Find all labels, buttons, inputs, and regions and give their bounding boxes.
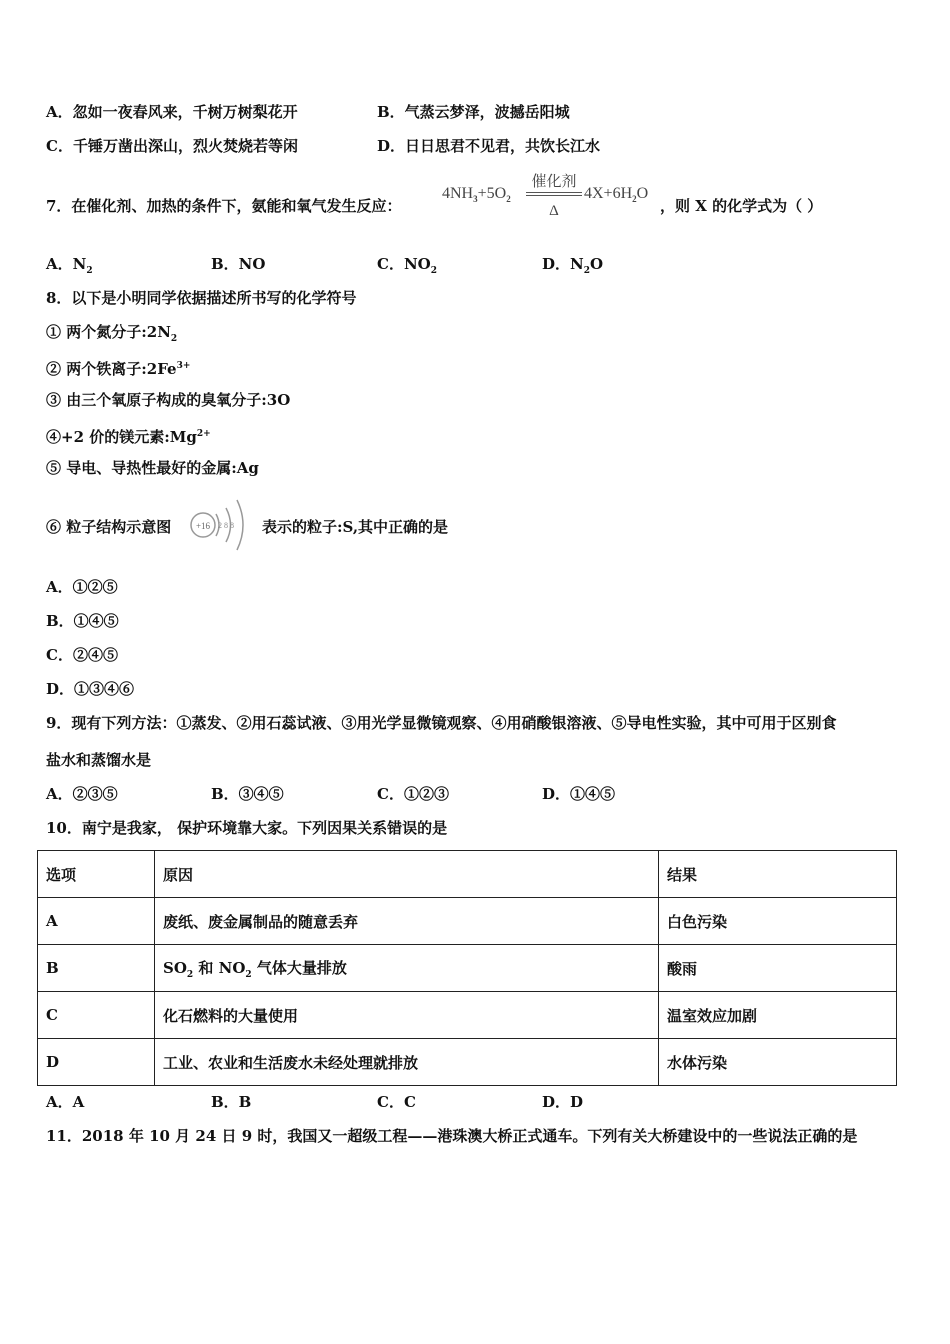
table-cell-option: D bbox=[38, 1039, 155, 1086]
atom-nucleus-label: +16 bbox=[195, 521, 211, 531]
q10-stem: 10．南宁是我家， 保护环境靠大家。下列因果关系错误的是 bbox=[46, 819, 448, 837]
q6-option-c: C．千锤万凿出深山，烈火焚烧若等闲 bbox=[46, 137, 298, 155]
q8-option-d: D．①③④⑥ bbox=[46, 680, 135, 698]
atom-structure-diagram bbox=[186, 492, 256, 558]
table-cell-cause: 化石燃料的大量使用 bbox=[155, 992, 659, 1039]
atom-shell-3 bbox=[237, 500, 243, 550]
table-row bbox=[38, 898, 897, 945]
q8-item-4: ④+2 价的镁元素$:Mg^{2+}$ bbox=[46, 428, 211, 446]
table-cell-cause: 废纸、废金属制品的随意丢弃 bbox=[155, 898, 659, 945]
table-header-cell: 原因 bbox=[155, 851, 659, 898]
table-row bbox=[38, 1039, 897, 1086]
q8-item-6-suffix: 表示的粒子:S,其中正确的是 bbox=[262, 518, 449, 536]
table-cell-cause: 工业、农业和生活废水未经处理就排放 bbox=[155, 1039, 659, 1086]
q7-stem-prefix: 7．在催化剂、加热的条件下，氨能和氧气发生反应： bbox=[46, 197, 402, 215]
q10-option-b: B．B bbox=[211, 1093, 252, 1111]
q9-stem-line-1: 9．现有下列方法：①蒸发、②用石蕊试液、③用光学显微镜观察、④用硝酸银溶液、⑤导电性实验，其中可用于区别食 bbox=[46, 714, 837, 732]
q9-option-a: A．②③⑤ bbox=[46, 785, 118, 803]
table-cell-result: 酸雨 bbox=[659, 945, 897, 992]
q8-stem: 8．以下是小明同学依据描述所书写的化学符号 bbox=[46, 289, 357, 307]
q10-option-c: C．C bbox=[377, 1093, 416, 1111]
q6-option-b: B．气蒸云梦泽，波撼岳阳城 bbox=[377, 103, 570, 121]
table-cell-option: C bbox=[38, 992, 155, 1039]
q8-option-a: A．①②⑤ bbox=[46, 578, 118, 596]
q6-option-d: D．日日思君不见君，共饮长江水 bbox=[377, 137, 601, 155]
q8-item-2: ② 两个铁离子$:2Fe^{3+}$ bbox=[46, 360, 191, 378]
q11-stem: 11．2018 年 10 月 24 日 9 时，我国又一超级工程——港珠澳大桥正式通车。下列有关大桥建设中的一些说法正确的是 bbox=[46, 1127, 858, 1145]
q7-option-d: D．$N_2O$ bbox=[542, 255, 604, 276]
q8-option-c: C．②④⑤ bbox=[46, 646, 118, 664]
table-row bbox=[38, 945, 897, 992]
q8-item-6-prefix: ⑥ 粒子结构示意图 bbox=[46, 518, 172, 536]
table-header-cell: 结果 bbox=[659, 851, 897, 898]
q10-option-d: D．D bbox=[542, 1093, 584, 1111]
q6-option-a: A．忽如一夜春风来，千树万树梨花开 bbox=[46, 103, 298, 121]
q7-equals-bar bbox=[526, 192, 582, 196]
atom-shell-electrons: 2 8 8 bbox=[218, 521, 234, 530]
table-row bbox=[38, 992, 897, 1039]
q8-option-b: B．①④⑤ bbox=[46, 612, 119, 630]
q7-condition-heat: Δ bbox=[549, 203, 559, 219]
table-cell-option: B bbox=[38, 945, 155, 992]
q9-option-c: C．①②③ bbox=[377, 785, 449, 803]
table-cell-cause: $SO_2$ 和 $NO_2$ 气体大量排放 bbox=[155, 945, 659, 992]
q9-option-b: B．③④⑤ bbox=[211, 785, 284, 803]
q9-stem-line-2: 盐水和蒸馏水是 bbox=[46, 751, 152, 769]
table-header-row bbox=[38, 851, 897, 898]
q7-option-b: B．NO bbox=[211, 255, 266, 273]
table-cell-result: 白色污染 bbox=[659, 898, 897, 945]
table-cell-option: A bbox=[38, 898, 155, 945]
q8-item-5: ⑤ 导电、导热性最好的金属:Ag bbox=[46, 459, 259, 477]
q7-option-c: C．$NO_2$ bbox=[377, 255, 437, 276]
q7-stem-suffix: ，则 X 的化学式为（ ） bbox=[660, 197, 823, 215]
q8-item-1: ① 两个氮分子$:2N_2$ bbox=[46, 323, 178, 344]
q10-option-a: A．A bbox=[46, 1093, 85, 1111]
table-cell-result: 温室效应加剧 bbox=[659, 992, 897, 1039]
table-cell-result: 水体污染 bbox=[659, 1039, 897, 1086]
q7-equation-right: $4X+6H_2O$ bbox=[584, 185, 649, 205]
q8-item-3: ③ 由三个氧原子构成的臭氧分子:3O bbox=[46, 391, 291, 409]
q7-option-a: A．$N_2$ bbox=[46, 255, 93, 276]
q9-option-d: D．①④⑤ bbox=[542, 785, 616, 803]
q7-condition-catalyst: 催化剂 bbox=[531, 174, 577, 190]
q7-equation-left: $4NH_3+5O_2$ bbox=[442, 185, 511, 205]
table-header-cell: 选项 bbox=[38, 851, 155, 898]
q10-table bbox=[37, 850, 897, 1086]
